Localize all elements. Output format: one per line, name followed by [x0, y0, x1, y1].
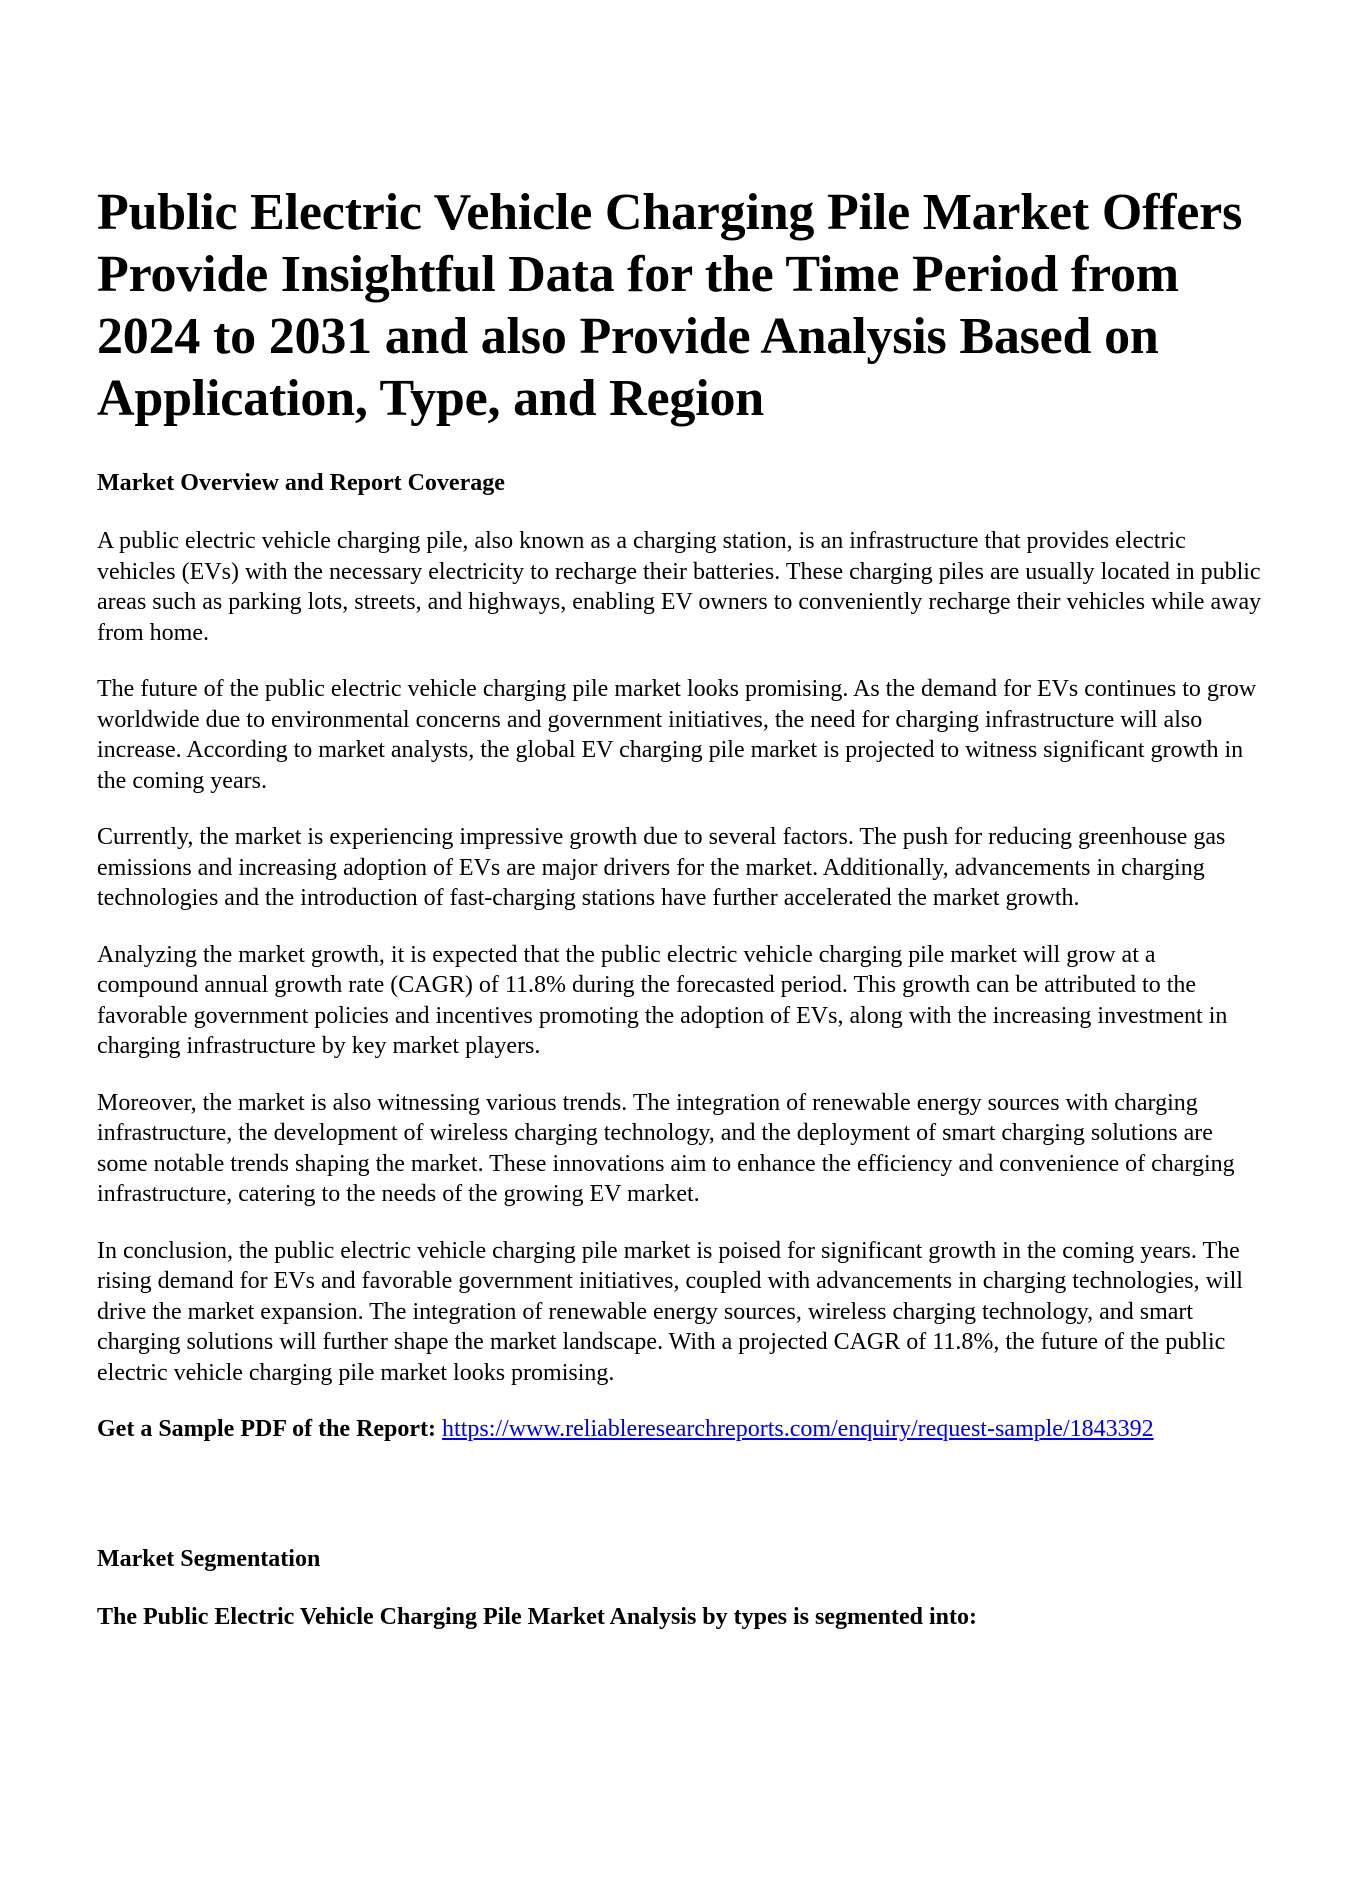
- overview-paragraph-3: Currently, the market is experiencing impressive growth due to several factors. The push for reducing greenhouse gas emissions and increasing adoption of EVs are major drivers for the market. Additionally, advancements in charging technologies and the introduction of fast-charging stations have further accelerated the market growth.: [97, 824, 1226, 911]
- sample-pdf-label: Get a Sample PDF of the Report:: [97, 1416, 437, 1442]
- overview-heading: Market Overview and Report Coverage: [97, 470, 505, 496]
- types-heading: The Public Electric Vehicle Charging Pile Market Analysis by types is segmented into:: [97, 1603, 977, 1630]
- overview-paragraph-4: Analyzing the market growth, it is expected that the public electric vehicle charging pile market will grow at a compound annual growth rate (CAGR) of 11.8% during the forecasted period. This growth can be attributed to the favorable government policies and incentives promoting the adoption of EVs, along with the increasing investment in charging infrastructure by key market players.: [97, 941, 1228, 1059]
- overview-paragraph-2: The future of the public electric vehicle charging pile market looks promising. As the demand for EVs continues to grow worldwide due to environmental concerns and government initiatives, the need for charging infrastructure will also increase. According to market analysts, the global EV charging pile market is projected to witness significant growth in the coming years.: [97, 676, 1257, 794]
- sample-pdf-line: [97, 1414, 1262, 1445]
- overview-paragraph-6: In conclusion, the public electric vehicle charging pile market is poised for significant growth in the coming years. The rising demand for EVs and favorable government initiatives, coupled with advancements in charging technologies, will drive the market expansion. The integration of renewable energy sources, wireless charging technology, and smart charging solutions will further shape the market landscape. With a projected CAGR of 11.8%, the future of the public electric vehicle charging pile market looks promising.: [97, 1237, 1243, 1386]
- document-title: Public Electric Vehicle Charging Pile Market Offers Provide Insightful Data for the Time Period from 2024 to 2031 and also Provide Analysis Based on Application, Type, and Region: [97, 184, 1243, 427]
- segmentation-heading: Market Segmentation: [97, 1545, 321, 1572]
- overview-paragraph-5: Moreover, the market is also witnessing various trends. The integration of renewable energy sources with charging infrastructure, the development of wireless charging technology, and the deployment of smart charging solutions are some notable trends shaping the market. These innovations aim to enhance the efficiency and convenience of charging infrastructure, catering to the needs of the growing EV market.: [97, 1089, 1235, 1207]
- overview-paragraph-1: A public electric vehicle charging pile, also known as a charging station, is an infrastructure that provides electric vehicles (EVs) with the necessary electricity to recharge their batteries. These charging piles are usually located in public areas such as parking lots, streets, and highways, enabling EV owners to conveniently recharge their vehicles while away from home.: [97, 528, 1262, 646]
- sample-pdf-link[interactable]: https://www.reliableresearchreports.com/enquiry/request-sample/1843392: [442, 1416, 1154, 1442]
- document-page: [97, 182, 1262, 1660]
